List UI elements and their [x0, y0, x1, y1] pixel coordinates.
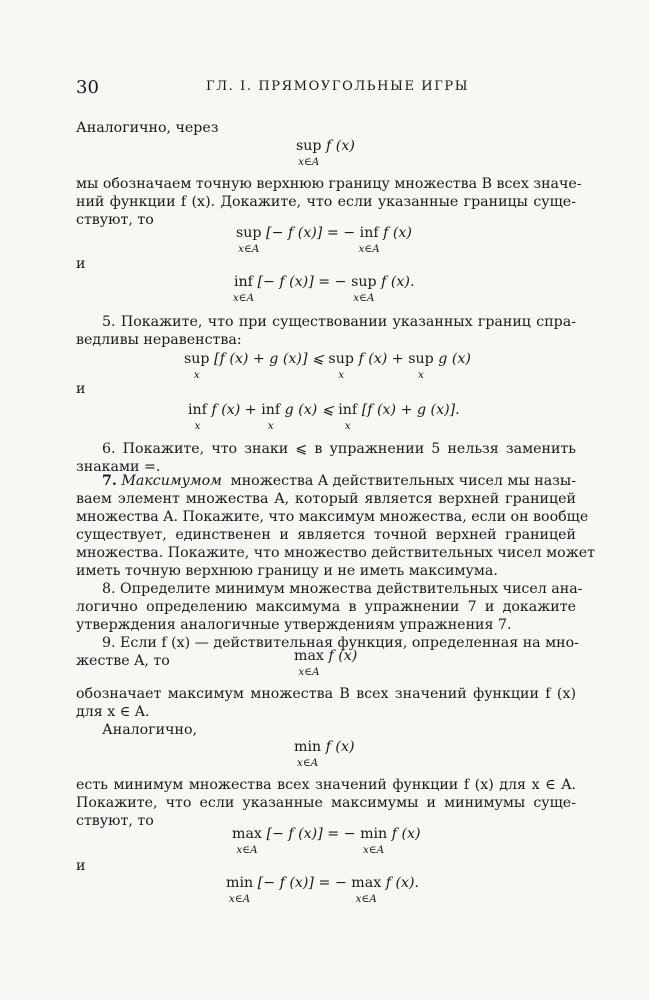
operator-sup: sup x	[184, 350, 210, 368]
operator-max: max x∈A	[351, 874, 381, 892]
paragraph-line: жестве A, то	[76, 653, 170, 669]
operator-subscript: x∈A	[232, 292, 255, 304]
formula-tail: f (x)	[391, 826, 421, 842]
operator-min: min x∈A	[294, 738, 321, 756]
conjunction: и	[76, 858, 86, 874]
operator-subscript: x∈A	[296, 757, 319, 769]
operator-sup: sup x∈A	[236, 224, 262, 242]
operator-inf: inf x∈A	[234, 273, 253, 291]
operator-subscript: x∈A	[353, 292, 375, 304]
operator-subscript: x∈A	[228, 893, 251, 905]
formula-middle: f (x) +	[358, 351, 404, 367]
paragraph-line: обозначает максимум множества B всех значений функции f (x)	[76, 686, 576, 702]
formula-middle: g (x) ⩽	[284, 402, 334, 418]
operator-min: min x∈A	[360, 825, 387, 843]
operator-subscript: x	[267, 420, 274, 432]
line-rest: множества A действительных чисел мы назы-	[230, 473, 576, 489]
paragraph-line: логично определению максимума в упражнении 7 и докажите	[76, 599, 576, 615]
paragraph-line: 8. Определите минимум множества действительных чисел ана-	[102, 581, 583, 597]
paragraph-line: множества A. Покажите, что максимум множества, если он вообще	[76, 509, 589, 525]
formula-expression: f (x)	[325, 739, 355, 755]
formula-middle: [− f (x)] = −	[257, 274, 347, 290]
operator-subscript: x∈A	[362, 844, 385, 856]
operator-min: min x∈A	[226, 874, 253, 892]
operator-subscript: x	[194, 420, 201, 432]
operator-subscript: x∈A	[298, 666, 320, 678]
paragraph-line: множества. Покажите, что множество действительных чисел может	[76, 545, 595, 561]
operator-sup: sup x	[328, 350, 354, 368]
operator-subscript: x	[344, 420, 351, 432]
paragraph-line: ствуют, то	[76, 813, 154, 829]
formula-min-max	[226, 874, 420, 905]
operator-inf: inf x	[338, 401, 357, 419]
paragraph-line: утверждения аналогичные утверждениям упражнения 7.	[76, 617, 512, 633]
paragraph-line: ваем элемент множества A, который является верхней границей	[76, 491, 576, 507]
formula-min	[294, 738, 355, 769]
page-number: 30	[76, 77, 99, 98]
formula-tail: g (x)	[438, 351, 471, 367]
paragraph-line: 9. Если f (x) — действительная функция, определенная на мно-	[102, 635, 579, 651]
operator-subscript: x	[338, 369, 345, 381]
paragraph-line: знаками =.	[76, 459, 161, 475]
operator-subscript: x	[193, 369, 200, 381]
paragraph-line: ствуют, то	[76, 212, 154, 228]
operator-subscript: x∈A	[355, 893, 377, 905]
formula-middle: [− f (x)] = −	[257, 875, 347, 891]
operator-inf: inf x∈A	[360, 224, 379, 242]
paragraph-line: иметь точную верхнюю границу и не иметь максимума.	[76, 563, 498, 579]
paragraph-line: 6. Покажите, что знаки ⩽ в упражнении 5 нельзя заменить	[102, 441, 576, 457]
conjunction: и	[76, 256, 86, 272]
formula-sup	[296, 137, 355, 168]
operator-sup: sup x	[408, 350, 434, 368]
paragraph-line: мы обозначаем точную верхнюю границу множества B всех значе-	[76, 176, 582, 192]
formula-expression: f (x)	[328, 648, 358, 664]
operator-subscript: x∈A	[298, 156, 320, 168]
conjunction: и	[76, 381, 86, 397]
formula-middle: [− f (x)] = −	[266, 225, 356, 241]
paragraph-line: ведливы неравенства:	[76, 332, 242, 348]
page-header	[76, 77, 576, 99]
paragraph-line	[102, 472, 576, 490]
operator-inf: inf x	[188, 401, 207, 419]
running-head: ГЛ. I. ПРЯМОУГОЛЬНЫЕ ИГРЫ	[206, 79, 470, 94]
paragraph-line: Покажите, что если указанные максимумы и минимумы суще-	[76, 795, 576, 811]
formula-tail: f (x)	[383, 225, 412, 241]
formula-middle: f (x) +	[211, 402, 257, 418]
formula-sup-inf	[236, 224, 412, 255]
paragraph-line: для x ∈ A.	[76, 704, 150, 720]
formula-tail: f (x).	[381, 274, 415, 290]
formula-inequality-inf	[188, 401, 460, 432]
formula-expression: f (x)	[326, 138, 355, 154]
defined-term: Максимумом	[121, 473, 222, 489]
operator-subscript: x∈A	[238, 243, 260, 255]
paragraph-line: есть минимум множества всех значений функции f (x) для x ∈ A.	[76, 777, 576, 793]
formula-middle: [f (x) + g (x)] ⩽	[214, 351, 324, 367]
paragraph-line: Аналогично,	[102, 722, 197, 738]
operator-sup: sup x∈A	[351, 273, 377, 291]
operator-max: max x∈A	[232, 825, 262, 843]
formula-tail: [f (x) + g (x)].	[361, 402, 460, 418]
paragraph-line: 5. Покажите, что при существовании указанных границ спра-	[102, 314, 576, 330]
operator-sup: sup x∈A	[296, 137, 322, 155]
operator-inf: inf x	[261, 401, 280, 419]
formula-inf-sup	[232, 273, 415, 304]
paragraph-line: Аналогично, через	[76, 120, 219, 136]
formula-inequality-sup	[184, 350, 471, 381]
formula-max	[294, 647, 358, 678]
operator-subscript: x∈A	[236, 844, 258, 856]
formula-max-min	[232, 825, 421, 856]
operator-max: max x∈A	[294, 647, 324, 665]
formula-middle: [− f (x)] = −	[266, 826, 356, 842]
exercise-number: 7.	[102, 473, 117, 489]
operator-subscript: x	[417, 369, 424, 381]
paragraph-line: существует, единственен и является точной верхней границей	[76, 527, 576, 543]
formula-tail: f (x).	[385, 875, 420, 891]
paragraph-line: ний функции f (x). Докажите, что если указанные границы суще-	[76, 194, 576, 210]
operator-subscript: x∈A	[358, 243, 380, 255]
